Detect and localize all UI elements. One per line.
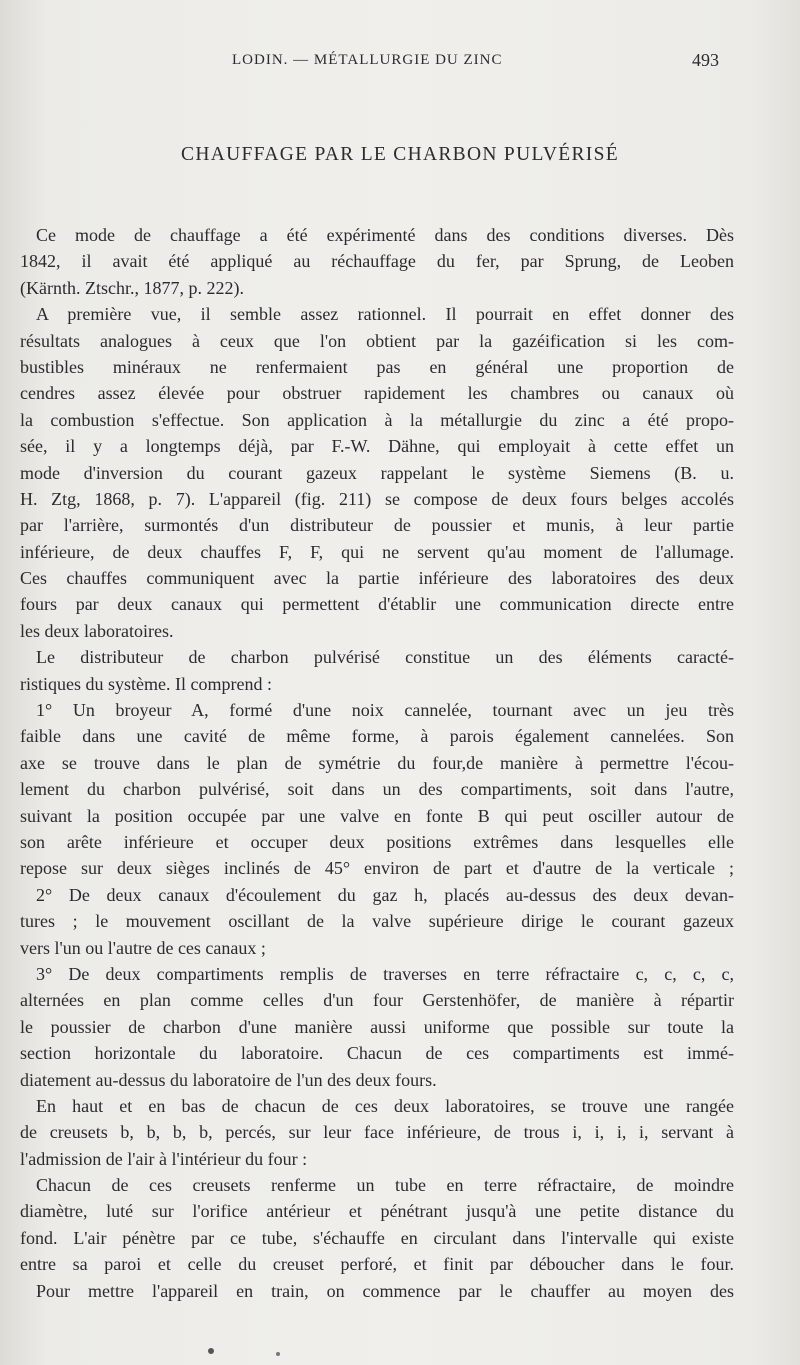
text-line: repose sur deux sièges inclinés de 45° environ de part et d'autre de la verticale ; (20, 858, 734, 879)
text-line: Le distributeur de charbon pulvérisé constitue un des éléments caracté- (36, 647, 734, 668)
text-line: les deux laboratoires. (20, 620, 174, 641)
text-line: H. Ztg, 1868, p. 7). L'appareil (fig. 211) se compose de deux fours belges accolés (20, 488, 734, 509)
text-line: Pour mettre l'appareil en train, on commence par le chauffer au moyen des (36, 1280, 734, 1301)
text-line: par l'arrière, surmontés d'un distributeur de poussier et munis, à leur partie (20, 515, 734, 536)
text-line: inférieure, de deux chauffes F, F, qui ne servent qu'au moment de l'allumage. (20, 541, 734, 562)
text-line: Chacun de ces creusets renferme un tube en terre réfractaire, de moindre (36, 1175, 734, 1196)
text-line: le poussier de charbon d'une manière aussi uniforme que possible sur toute la (20, 1016, 734, 1037)
text-line: de creusets b, b, b, b, percés, sur leur face inférieure, de trous i, i, i, i, servant à (20, 1122, 734, 1143)
text-line: diamètre, luté sur l'orifice antérieur et pénétrant jusqu'à une petite distance du (20, 1201, 734, 1222)
text-line: tures ; le mouvement oscillant de la valve supérieure dirige le courant gazeux (20, 911, 734, 932)
section-title: CHAUFFAGE PAR LE CHARBON PULVÉRISÉ (181, 144, 619, 165)
text-line: lement du charbon pulvérisé, soit dans un des compartiments, soit dans l'autre, (20, 779, 734, 800)
text-line: mode d'inversion du courant gazeux rappelant le système Siemens (B. u. (20, 462, 734, 483)
text-line: 2° De deux canaux d'écoulement du gaz h, placés au-dessus des deux devan- (36, 884, 734, 905)
page-number: 493 (692, 50, 719, 70)
text-line: 3° De deux compartiments remplis de traverses en terre réfractaire c, c, c, c, (36, 963, 734, 984)
text-line: sée, il y a longtemps déjà, par F.-W. Dähne, qui employait à cette effet un (20, 436, 734, 457)
text-line: l'admission de l'air à l'intérieur du four : (20, 1148, 308, 1169)
text-line: A première vue, il semble assez rationnel. Il pourrait en effet donner des (36, 304, 734, 325)
text-line: entre sa paroi et celle du creuset perforé, et finit par déboucher dans le four. (20, 1254, 734, 1275)
text-line: bustibles minéraux ne renfermaient pas en général une proportion de (20, 356, 734, 377)
text-line: diatement au-dessus du laboratoire de l'un des deux fours. (20, 1069, 437, 1090)
running-head: LODIN. — MÉTALLURGIE DU ZINC (232, 52, 503, 68)
text-line: Ces chauffes communiquent avec la partie inférieure des laboratoires des deux (20, 568, 734, 589)
page-header (0, 48, 800, 74)
text-line: 1° Un broyeur A, formé d'une noix cannelée, tournant avec un jeu très (36, 700, 734, 721)
ink-speck (276, 1352, 280, 1356)
text-line: cendres assez élevée pour obstruer rapidement les chambres ou canaux où (20, 383, 734, 404)
text-line: son arête inférieure et occuper deux positions extrêmes dans lesquelles elle (20, 831, 734, 852)
text-line: alternées en plan comme celles d'un four Gerstenhöfer, de manière à répartir (20, 990, 734, 1011)
text-line: 1842, il avait été appliqué au réchauffage du fer, par Sprung, de Leoben (20, 251, 734, 272)
text-line: ristiques du système. Il comprend : (20, 673, 272, 694)
body-text (20, 222, 734, 1304)
text-line: section horizontale du laboratoire. Chacun de ces compartiments est immé- (20, 1043, 734, 1064)
text-line: En haut et en bas de chacun de ces deux laboratoires, se trouve une rangée (36, 1095, 734, 1116)
text-line: résultats analogues à ceux que l'on obtient par la gazéification si les com- (20, 330, 734, 351)
text-line: vers l'un ou l'autre de ces canaux ; (20, 937, 266, 958)
text-line: suivant la position occupée par une valve en fonte B qui peut osciller autour de (20, 805, 734, 826)
text-line: la combustion s'effectue. Son application à la métallurgie du zinc a été propo- (20, 409, 734, 430)
text-line: fours par deux canaux qui permettent d'établir une communication directe entre (20, 594, 734, 615)
text-line: fond. L'air pénètre par ce tube, s'échauffe en circulant dans l'intervalle qui existe (20, 1227, 734, 1248)
text-line: Ce mode de chauffage a été expérimenté dans des conditions diverses. Dès (36, 225, 734, 245)
text-line: axe se trouve dans le plan de symétrie du four,de manière à permettre l'écou- (20, 752, 734, 773)
text-line: faible dans une cavité de même forme, à parois également cannelées. Son (20, 726, 734, 747)
ink-speck (208, 1348, 214, 1354)
text-line: (Kärnth. Ztschr., 1877, p. 222). (20, 277, 244, 298)
